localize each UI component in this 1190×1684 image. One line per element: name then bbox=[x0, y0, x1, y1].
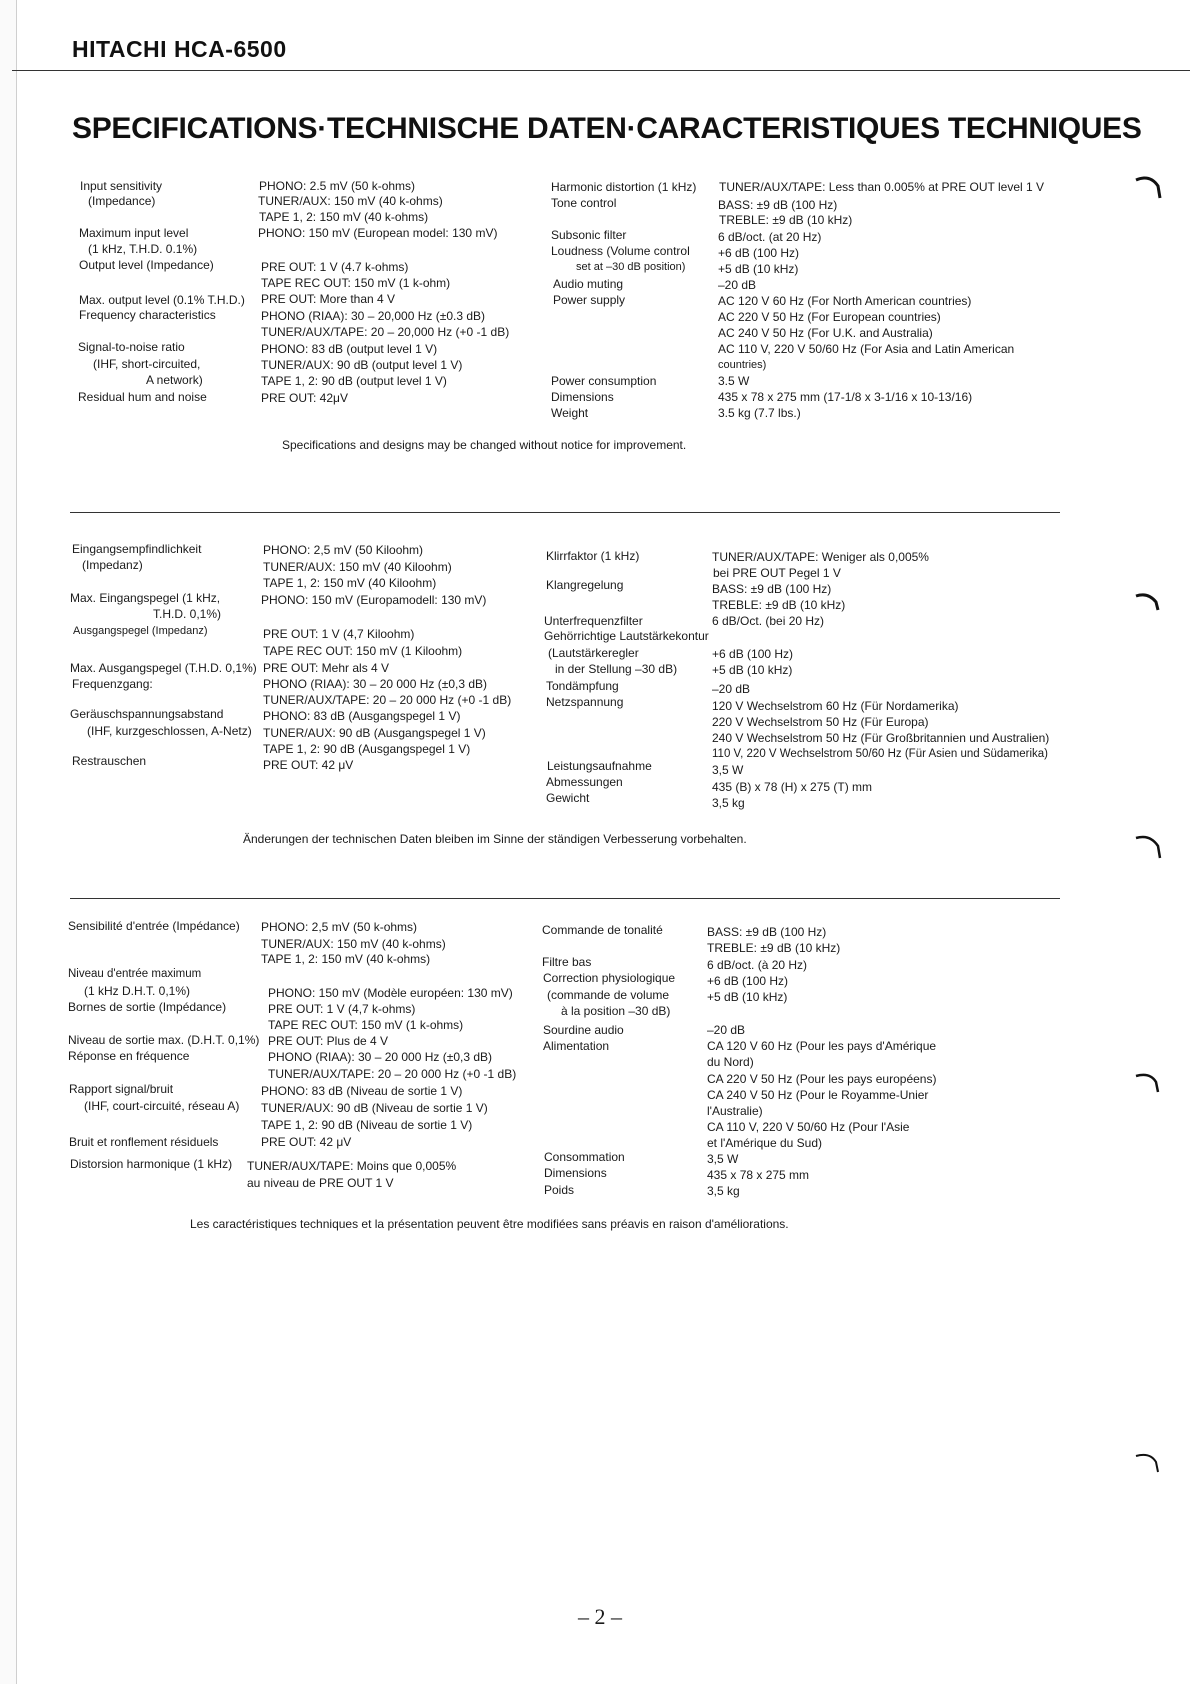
spec-label: (Impedance) bbox=[88, 194, 156, 208]
spec-label: Correction physiologique bbox=[543, 971, 676, 985]
spec-value: TUNER/AUX/TAPE: Weniger als 0,005% bbox=[712, 550, 929, 564]
spec-value: TUNER/AUX: 150 mV (40 k-ohms) bbox=[261, 937, 446, 951]
spec-value: BASS: ±9 dB (100 Hz) bbox=[712, 582, 832, 596]
spec-label: Power supply bbox=[553, 293, 626, 307]
spec-value: PRE OUT: Plus de 4 V bbox=[268, 1034, 389, 1048]
spec-value: TAPE 1, 2: 150 mV (40 k-ohms) bbox=[261, 952, 431, 966]
spec-value: 6 dB/Oct. (bei 20 Hz) bbox=[712, 614, 825, 628]
spec-value: TUNER/AUX: 90 dB (Ausgangspegel 1 V) bbox=[263, 726, 486, 740]
spec-value: CA 220 V 50 Hz (Pour les pays européens) bbox=[707, 1072, 937, 1086]
spec-value: PHONO (RIAA): 30 – 20 000 Hz (±0,3 dB) bbox=[263, 677, 488, 691]
page-number: – 2 – bbox=[578, 1604, 622, 1629]
spec-value: 3.5 kg (7.7 lbs.) bbox=[718, 406, 801, 420]
spec-value: PRE OUT: 42μV bbox=[261, 391, 348, 405]
spec-label: Max. Eingangspegel (1 kHz, bbox=[70, 591, 221, 605]
spec-value: 3.5 W bbox=[718, 374, 750, 388]
specification-notice: Les caractéristiques techniques et la présentation peuvent être modifiées sans préavis en raison d'améliorations. bbox=[190, 1217, 789, 1231]
spec-label: Gehörrichtige Lautstärkekontur bbox=[544, 629, 709, 643]
spec-value: +5 dB (10 kHz) bbox=[718, 262, 799, 276]
spec-label: Geräuschspannungsabstand bbox=[70, 707, 224, 721]
spec-label: set at –30 dB position) bbox=[576, 261, 686, 273]
spec-label: (IHF, court-circuité, réseau A) bbox=[84, 1099, 240, 1113]
spec-label: (IHF, kurzgeschlossen, A-Netz) bbox=[87, 724, 252, 738]
spec-value: TAPE 1, 2: 90 dB (Ausgangspegel 1 V) bbox=[263, 742, 471, 756]
spec-label: Eingangsempfindlichkeit bbox=[72, 542, 202, 556]
spec-value: +6 dB (100 Hz) bbox=[718, 246, 800, 260]
spec-label: Gewicht bbox=[546, 791, 590, 805]
section-divider bbox=[70, 512, 1060, 513]
spec-label: Frequency characteristics bbox=[79, 308, 216, 322]
spec-value: PHONO: 150 mV (Europamodell: 130 mV) bbox=[261, 593, 487, 607]
spec-value: TUNER/AUX/TAPE: 20 – 20 000 Hz (+0 -1 dB) bbox=[268, 1067, 517, 1081]
spec-label: T.H.D. 0,1%) bbox=[153, 607, 222, 621]
spec-value: l'Australie) bbox=[707, 1104, 763, 1118]
spec-value: TUNER/AUX/TAPE: Less than 0.005% at PRE OUT level 1 V bbox=[719, 180, 1045, 194]
spec-label: Niveau de sortie max. (D.H.T. 0,1%) bbox=[68, 1033, 260, 1047]
spec-value: PRE OUT: 1 V (4,7 k-ohms) bbox=[268, 1002, 416, 1016]
spec-value: +6 dB (100 Hz) bbox=[707, 974, 789, 988]
spec-label: Rapport signal/bruit bbox=[69, 1082, 174, 1096]
spec-label: A network) bbox=[146, 373, 203, 387]
spec-label: Harmonic distortion (1 kHz) bbox=[551, 180, 697, 194]
spec-value: CA 110 V, 220 V 50/60 Hz (Pour l'Asie bbox=[707, 1120, 910, 1134]
spec-label: (1 kHz, T.H.D. 0.1%) bbox=[88, 242, 198, 256]
spec-value: PHONO: 83 dB (output level 1 V) bbox=[261, 342, 438, 356]
spec-label: Audio muting bbox=[553, 277, 624, 291]
spec-label: (1 kHz D.H.T. 0,1%) bbox=[84, 984, 191, 998]
spec-value: du Nord) bbox=[707, 1055, 754, 1069]
spec-value: bei PRE OUT Pegel 1 V bbox=[713, 566, 841, 580]
spec-value: TUNER/AUX: 90 dB (output level 1 V) bbox=[261, 358, 463, 372]
brand-model-heading: HITACHI HCA-6500 bbox=[72, 36, 287, 62]
spec-value: TUNER/AUX: 90 dB (Niveau de sortie 1 V) bbox=[261, 1101, 488, 1115]
spec-label: Signal-to-noise ratio bbox=[78, 340, 185, 354]
spec-value: –20 dB bbox=[712, 682, 751, 696]
spec-value: PRE OUT: 1 V (4.7 k-ohms) bbox=[261, 260, 409, 274]
spec-value: TREBLE: ±9 dB (10 kHz) bbox=[707, 941, 841, 955]
spec-label: Distorsion harmonique (1 kHz) bbox=[70, 1157, 233, 1171]
binder-hook-mark bbox=[1134, 1450, 1164, 1480]
header-rule bbox=[12, 70, 1190, 71]
spec-value: countries) bbox=[718, 359, 767, 371]
spec-value: TAPE 1, 2: 90 dB (Niveau de sortie 1 V) bbox=[261, 1118, 473, 1132]
binder-hook-mark bbox=[1134, 1070, 1164, 1100]
spec-value: 120 V Wechselstrom 60 Hz (Für Nordamerika) bbox=[712, 699, 959, 713]
spec-value: TUNER/AUX/TAPE: 20 – 20,000 Hz (+0 -1 dB) bbox=[261, 325, 510, 339]
spec-label: Bornes de sortie (Impédance) bbox=[68, 1000, 227, 1014]
spec-value: PRE OUT: 1 V (4,7 Kiloohm) bbox=[263, 627, 415, 641]
spec-label: Sourdine audio bbox=[543, 1023, 624, 1037]
spec-value: TAPE 1, 2: 150 mV (40 Kiloohm) bbox=[263, 576, 437, 590]
spec-label: Loudness (Volume control bbox=[551, 244, 690, 258]
spec-value: AC 220 V 50 Hz (For European countries) bbox=[718, 310, 941, 324]
spec-value: –20 dB bbox=[718, 278, 757, 292]
spec-label: Ausgangspegel (Impedanz) bbox=[73, 625, 208, 637]
spec-label: Dimensions bbox=[551, 390, 614, 404]
spec-value: BASS: ±9 dB (100 Hz) bbox=[718, 198, 838, 212]
spec-value: BASS: ±9 dB (100 Hz) bbox=[707, 925, 827, 939]
spec-value: +6 dB (100 Hz) bbox=[712, 647, 794, 661]
spec-value: AC 240 V 50 Hz (For U.K. and Australia) bbox=[718, 326, 933, 340]
spec-value: PRE OUT: More than 4 V bbox=[261, 292, 396, 306]
spec-label: Frequenzgang: bbox=[72, 677, 153, 691]
spec-label: in der Stellung –30 dB) bbox=[555, 662, 678, 676]
spec-value: TAPE REC OUT: 150 mV (1 k-ohms) bbox=[268, 1018, 464, 1032]
spec-value: –20 dB bbox=[707, 1023, 746, 1037]
spec-label: Dimensions bbox=[544, 1166, 607, 1180]
spec-value: PHONO: 2.5 mV (50 k-ohms) bbox=[259, 179, 416, 193]
specification-notice: Specifications and designs may be changed without notice for improvement. bbox=[282, 438, 687, 452]
spec-value: TAPE REC OUT: 150 mV (1 k-ohm) bbox=[261, 276, 451, 290]
spec-value: 435 (B) x 78 (H) x 275 (T) mm bbox=[712, 780, 873, 794]
spec-label: Tondämpfung bbox=[546, 679, 619, 693]
spec-value: 3,5 W bbox=[707, 1152, 739, 1166]
spec-value: 3,5 kg bbox=[712, 796, 745, 810]
spec-value: PHONO: 150 mV (Modèle européen: 130 mV) bbox=[268, 986, 513, 1000]
spec-value: PHONO (RIAA): 30 – 20,000 Hz (±0.3 dB) bbox=[261, 309, 486, 323]
spec-value: et l'Amérique du Sud) bbox=[707, 1136, 823, 1150]
spec-label: Klirrfaktor (1 kHz) bbox=[546, 549, 640, 563]
spec-label: Consommation bbox=[544, 1150, 625, 1164]
specification-notice: Änderungen der technischen Daten bleiben im Sinne der ständigen Verbesserung vorbehalten. bbox=[243, 832, 747, 846]
spec-value: TUNER/AUX: 150 mV (40 k-ohms) bbox=[258, 194, 443, 208]
spec-value: TREBLE: ±9 dB (10 kHz) bbox=[712, 598, 846, 612]
spec-label: Weight bbox=[551, 406, 589, 420]
spec-value: au niveau de PRE OUT 1 V bbox=[247, 1176, 394, 1190]
spec-value: 3,5 kg bbox=[707, 1184, 740, 1198]
spec-label: (Lautstärkeregler bbox=[548, 646, 639, 660]
spec-value: PRE OUT: 42 μV bbox=[261, 1135, 352, 1149]
spec-label: Sensibilité d'entrée (Impédance) bbox=[68, 919, 240, 933]
spec-label: Restrauschen bbox=[72, 754, 147, 768]
spec-value: PHONO: 83 dB (Niveau de sortie 1 V) bbox=[261, 1084, 463, 1098]
spec-label: (Impedanz) bbox=[82, 558, 143, 572]
spec-value: 435 x 78 x 275 mm (17-1/8 x 3-1/16 x 10-13/16) bbox=[718, 390, 973, 404]
binder-hook-mark bbox=[1134, 832, 1164, 862]
spec-value: PHONO: 150 mV (European model: 130 mV) bbox=[258, 226, 498, 240]
spec-label: Input sensitivity bbox=[80, 179, 163, 193]
spec-value: TAPE REC OUT: 150 mV (1 Kiloohm) bbox=[263, 644, 463, 658]
spec-value: TUNER/AUX: 150 mV (40 Kiloohm) bbox=[263, 560, 452, 574]
spec-value: TUNER/AUX/TAPE: Moins que 0,005% bbox=[247, 1159, 457, 1173]
binder-hook-mark bbox=[1134, 590, 1164, 620]
spec-value: TUNER/AUX/TAPE: 20 – 20 000 Hz (+0 -1 dB) bbox=[263, 693, 512, 707]
spec-value: 110 V, 220 V Wechselstrom 50/60 Hz (Für Asien und Südamerika) bbox=[712, 748, 1049, 760]
spec-value: PHONO: 83 dB (Ausgangspegel 1 V) bbox=[263, 709, 461, 723]
spec-value: PHONO (RIAA): 30 – 20 000 Hz (±0,3 dB) bbox=[268, 1050, 493, 1064]
spec-label: Poids bbox=[544, 1183, 575, 1197]
spec-value: PHONO: 2,5 mV (50 Kiloohm) bbox=[263, 543, 424, 557]
spec-value: 6 dB/oct. (at 20 Hz) bbox=[718, 230, 822, 244]
spec-label: Tone control bbox=[551, 196, 617, 210]
spec-label: Netzspannung bbox=[546, 695, 624, 709]
spec-value: AC 110 V, 220 V 50/60 Hz (For Asia and Latin American bbox=[718, 342, 1015, 356]
spec-label: Leistungsaufnahme bbox=[547, 759, 652, 773]
spec-label: Max. output level (0.1% T.H.D.) bbox=[79, 293, 245, 307]
spec-label: à la position –30 dB) bbox=[561, 1004, 671, 1018]
spec-label: Klangregelung bbox=[546, 578, 624, 592]
spec-label: Residual hum and noise bbox=[78, 390, 207, 404]
spec-label: Output level (Impedance) bbox=[79, 258, 214, 272]
spec-value: PRE OUT: 42 μV bbox=[263, 758, 354, 772]
spec-value: 240 V Wechselstrom 50 Hz (Für Großbritannien und Australien) bbox=[712, 731, 1050, 745]
spec-label: Filtre bas bbox=[542, 955, 592, 969]
spec-label: Subsonic filter bbox=[551, 228, 627, 242]
spec-label: Commande de tonalité bbox=[542, 923, 663, 937]
spec-value: TREBLE: ±9 dB (10 kHz) bbox=[719, 213, 853, 227]
page-title: SPECIFICATIONS·TECHNISCHE DATEN·CARACTERISTIQUES TECHNIQUES bbox=[72, 112, 1142, 145]
spec-label: (commande de volume bbox=[547, 988, 670, 1002]
spec-label: Bruit et ronflement résiduels bbox=[69, 1135, 219, 1149]
spec-label: Réponse en fréquence bbox=[68, 1049, 190, 1063]
spec-value: 3,5 W bbox=[712, 763, 744, 777]
spec-value: CA 240 V 50 Hz (Pour le Royamme-Unier bbox=[707, 1088, 929, 1102]
spec-value: AC 120 V 60 Hz (For North American countries) bbox=[718, 294, 972, 308]
spec-value: PRE OUT: Mehr als 4 V bbox=[263, 661, 390, 675]
spec-value: 6 dB/oct. (à 20 Hz) bbox=[707, 958, 808, 972]
spec-value: TAPE 1, 2: 150 mV (40 k-ohms) bbox=[259, 210, 429, 224]
spec-value: CA 120 V 60 Hz (Pour les pays d'Amérique bbox=[707, 1039, 937, 1053]
spec-label: Power consumption bbox=[551, 374, 657, 388]
binder-hook-mark bbox=[1134, 172, 1164, 202]
spec-value: 435 x 78 x 275 mm bbox=[707, 1168, 810, 1182]
spec-label: Maximum input level bbox=[79, 226, 189, 240]
spec-label: (IHF, short-circuited, bbox=[93, 357, 201, 371]
spec-label: Unterfrequenzfilter bbox=[544, 614, 643, 628]
section-divider bbox=[70, 898, 1060, 899]
spec-label: Alimentation bbox=[543, 1039, 610, 1053]
spec-value: +5 dB (10 kHz) bbox=[707, 990, 788, 1004]
spec-label: Abmessungen bbox=[546, 775, 623, 789]
spec-value: 220 V Wechselstrom 50 Hz (Für Europa) bbox=[712, 715, 929, 729]
spec-value: TAPE 1, 2: 90 dB (output level 1 V) bbox=[261, 374, 447, 388]
spec-label: Max. Ausgangspegel (T.H.D. 0,1%) bbox=[70, 661, 257, 675]
binding-edge bbox=[0, 0, 17, 1684]
spec-value: +5 dB (10 kHz) bbox=[712, 663, 793, 677]
spec-value: PHONO: 2,5 mV (50 k-ohms) bbox=[261, 920, 418, 934]
spec-label: Niveau d'entrée maximum bbox=[68, 968, 202, 980]
